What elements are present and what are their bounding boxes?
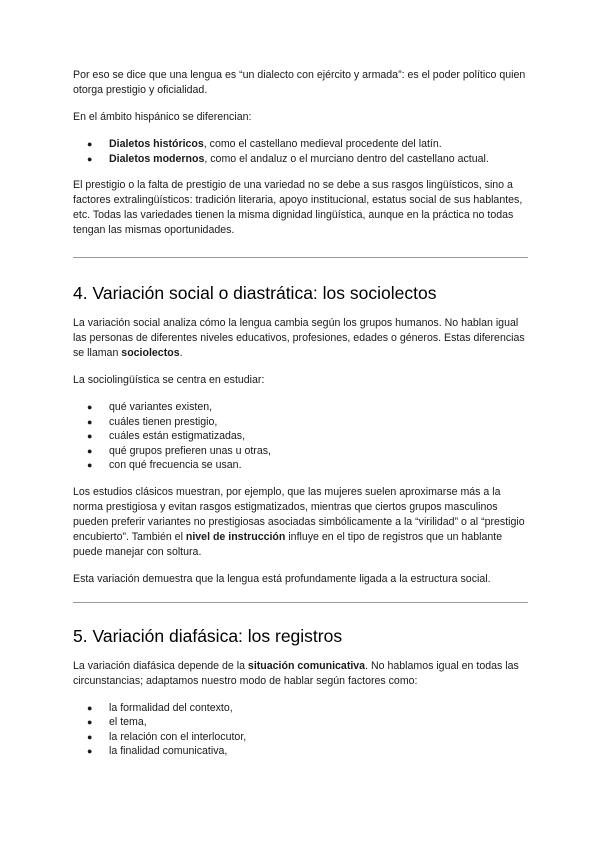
list-item — [73, 400, 528, 415]
section-4-paragraph-2: La sociolingüística se centra en estudiar: — [73, 374, 265, 386]
list-item-text: la finalidad comunicativa, — [109, 745, 228, 757]
list-item-text: , como el castellano medieval procedente del latín. — [203, 138, 442, 150]
bullet-icon: ● — [87, 139, 93, 149]
list-item-text: qué grupos prefieren unas u otras, — [109, 444, 271, 457]
bullet-icon: ● — [87, 702, 93, 713]
section-5-heading: 5. Variación diafásica: los registros — [73, 625, 343, 646]
text-span: . No hablamos igual en todas las circunstancias; adaptamos nuestro modo de hablar según factores como: — [73, 659, 519, 687]
list-item — [73, 458, 528, 473]
bullet-icon: ● — [87, 431, 93, 441]
bullet-icon: ● — [87, 153, 93, 164]
list-item-text: , como el andaluz o el murciano dentro del castellano actual. — [204, 152, 489, 165]
list-item-text: la formalidad del contexto, — [109, 701, 233, 714]
bullet-icon: ● — [87, 460, 93, 470]
section-4-heading: 4. Variación social o diastrática: los sociolectos — [73, 283, 437, 303]
section-4-paragraph-4: Esta variación demuestra que la lengua está profundamente ligada a la estructura social. — [73, 572, 491, 585]
bullet-icon: ● — [87, 416, 93, 427]
list-item-text: el tema, — [109, 716, 147, 728]
list-item-bold: Dialetos modernos — [109, 152, 205, 165]
bullet-icon: ● — [87, 746, 93, 756]
bullet-icon: ● — [87, 731, 93, 742]
list-item-text: la relación con el interlocutor, — [109, 730, 247, 743]
text-span: Los estudios clásicos muestran, por ejemplo, que las mujeres suelen aproximarse más a la norma prestigiosa y evitan rasgos estigmatizados, mientras que ciertos grupos masculinos pueden preferir variantes no prestigiosas asociadas simbólicamente a la “virilidad” o al “prestigio encubierto”. También el — [73, 485, 525, 543]
intro-dialect-list — [73, 137, 528, 166]
section-4-list — [73, 400, 528, 473]
bullet-icon: ● — [87, 402, 93, 412]
bold-term: nivel de instrucción — [185, 530, 286, 543]
section-divider — [73, 257, 528, 258]
section-divider — [73, 602, 528, 603]
list-item — [73, 730, 528, 745]
bullet-icon: ● — [87, 445, 93, 456]
intro-paragraph-1: Por eso se dice que una lengua es “un dialecto con ejército y armada”: es el poder político quien otorga prestigio y oficialidad. — [73, 69, 526, 96]
list-item — [73, 744, 528, 759]
list-item-text: qué variantes existen, — [109, 401, 213, 413]
text-span: influye en el tipo de registros que un hablante puede manejar con soltura. — [73, 530, 503, 558]
list-item-text: cuáles tienen prestigio, — [109, 415, 218, 428]
list-item — [73, 137, 528, 152]
list-item — [73, 429, 528, 444]
list-item — [73, 415, 528, 430]
section-5-list — [73, 701, 528, 759]
bullet-icon: ● — [87, 717, 93, 727]
text-span: La variación diafásica depende de la — [73, 659, 248, 672]
section-4-paragraph-1 — [73, 316, 528, 361]
bold-term: sociolectos — [121, 347, 180, 359]
document-page — [73, 68, 528, 759]
list-item-bold: Dialetos históricos — [109, 138, 204, 150]
text-span: La variación social analiza cómo la lengua cambia según los grupos humanos. No hablan igual las personas de diferentes niveles educativos, profesiones, edades o géneros. Estas diferencias se llaman — [73, 317, 525, 359]
bold-term: situación comunicativa — [247, 659, 366, 672]
intro-paragraph-2: En el ámbito hispánico se diferencian: — [73, 111, 252, 123]
list-item-text: cuáles están estigmatizadas, — [109, 430, 246, 442]
list-item — [73, 152, 528, 167]
list-item — [73, 715, 528, 730]
list-item-text: con qué frecuencia se usan. — [109, 459, 242, 471]
text-span: . — [179, 347, 183, 359]
list-item — [73, 701, 528, 716]
list-item — [73, 444, 528, 459]
section-5-paragraph-1 — [73, 659, 528, 689]
intro-paragraph-3: El prestigio o la falta de prestigio de una variedad no se debe a sus rasgos lingüísticos, sino a factores extralingüísticos: tradición literaria, apoyo institucional, estatus social de sus hablantes, etc. Todas las variedades tienen la misma dignidad lingüística, aunque en la práctica no todas tengan las mismas oportunidades. — [73, 179, 523, 236]
section-4-paragraph-3 — [73, 485, 528, 560]
